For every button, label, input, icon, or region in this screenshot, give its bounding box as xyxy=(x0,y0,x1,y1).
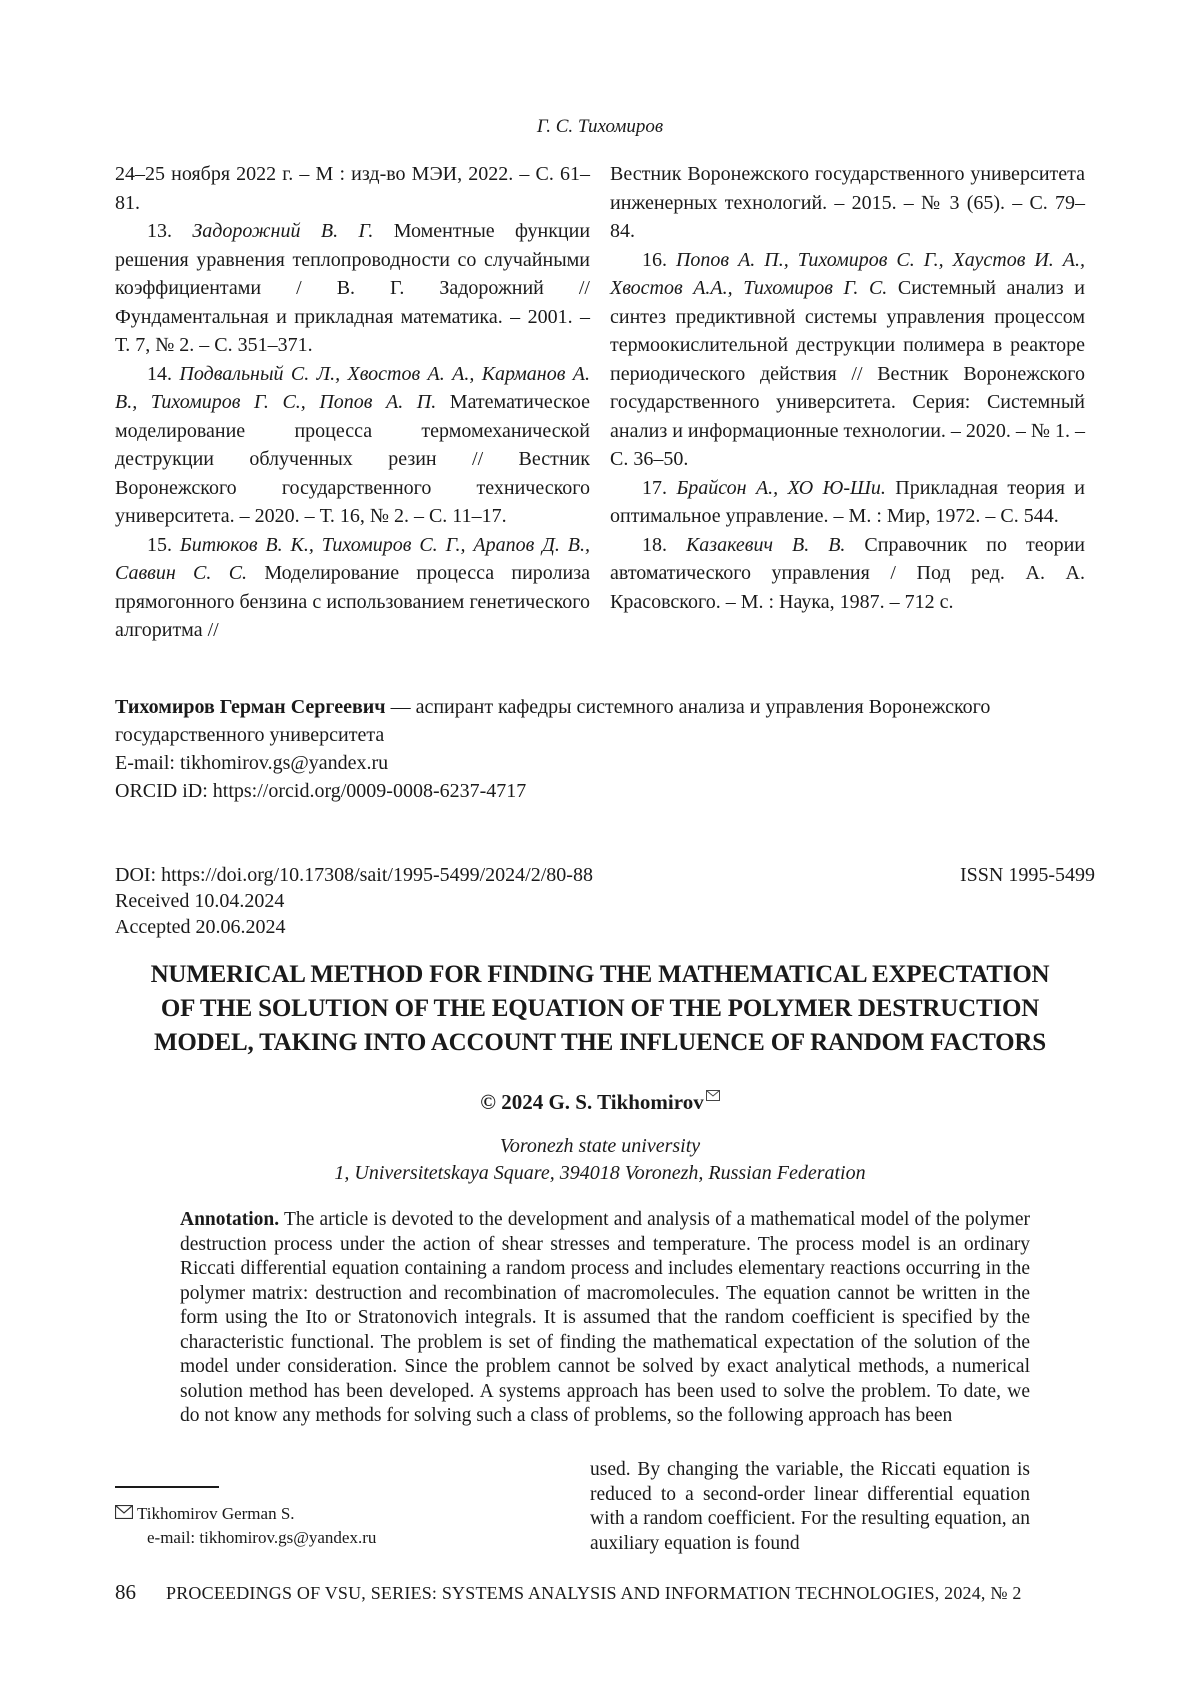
affiliation-org: Voronezh state university xyxy=(499,1135,701,1157)
journal-name: PROCEEDINGS OF VSU, SERIES: SYSTEMS ANALYSIS AND INFORMATION TECHNOLOGIES, 2024, № 2 xyxy=(166,1583,1022,1603)
author-description: Тихомиров Герман Сергеевич — аспирант кафедры системного анализа и управления Воронежского государственного университета xyxy=(115,696,991,746)
annotation: Annotation. The article is devoted to the development and analysis of a mathematical model of the polymer destruction process under the action of shear stresses and temperature. The process model is an ordinary Riccati differential equation containing a random process and includes elementary reactions occurring in the polymer matrix: destruction and recombination of macromolecules. The equation cannot be written in the form using the Ito or Stratonovich integrals. It is assumed that the random coefficient is specified by the characteristic functional. The problem is set of finding the mathematical expectation of the solution of the model under consideration. Since the problem cannot be solved by exact analytical methods, a numerical solution method has been developed. A systems approach has been used to solve the problem. To date, we do not know any methods for solving such a class of problems, so the following approach has been xyxy=(180,1209,1030,1426)
article-title xyxy=(60,958,1140,1060)
footnote xyxy=(115,1502,545,1550)
author-name: Тихомиров Герман Сергеевич xyxy=(115,696,386,718)
affiliation xyxy=(0,1133,1200,1187)
author-info xyxy=(115,693,1095,805)
reference-12-continued: 24–25 ноября 2022 г. – М : изд-во МЭИ, 2022. – С. 61–81. xyxy=(115,163,590,214)
footnote-email[interactable]: e-mail: tikhomirov.gs@yandex.ru xyxy=(147,1528,377,1547)
footnote-name-line: Tikhomirov German S. xyxy=(115,1502,545,1526)
annotation-label: Annotation. xyxy=(180,1209,280,1230)
affiliation-address: 1, Universitetskaya Square, 394018 Voronezh, Russian Federation xyxy=(334,1162,866,1184)
author-orcid[interactable]: ORCID iD: https://orcid.org/0009-0008-6237-4717 xyxy=(115,780,527,802)
reference-18: 18. Казакевич В. В. Справочник по теории автоматического управления / Под ред. А. А. Красовского. – М. : Наука, 1987. – 712 с. xyxy=(610,533,1086,613)
reference-15: 15. Битюков В. К., Тихомиров С. Г., Арапов Д. В., Саввин С. С. Моделирование процесса пиролиза прямогонного бензина с использованием генетического алгоритма // xyxy=(115,533,591,641)
references xyxy=(115,160,1085,645)
footnote-divider xyxy=(115,1486,219,1488)
author-email[interactable]: E-mail: tikhomirov.gs@yandex.ru xyxy=(115,752,389,774)
page-footer xyxy=(115,1580,1095,1605)
envelope-icon xyxy=(706,1082,720,1107)
issn: ISSN 1995-5499 xyxy=(959,864,1095,886)
references-left-column xyxy=(115,160,590,645)
running-head: Г. С. Тихомиров xyxy=(536,116,664,137)
title-line-3: MODEL, TAKING INTO ACCOUNT THE INFLUENCE OF RANDOM FACTORS xyxy=(154,1029,1046,1056)
accepted-date: Accepted 20.06.2024 xyxy=(115,916,286,938)
received-date: Received 10.04.2024 xyxy=(115,890,285,912)
reference-13: 13. Задорожний В. Г. Моментные функции решения уравнения теплопроводности со случайными коэффициентами / В. Г. Задорожний // Фундаментальная и прикладная математика. – 2001. – Т. 7, № 2. – С. 351–371. xyxy=(115,220,591,356)
page-number: 86 xyxy=(115,1580,136,1604)
doi-link[interactable]: DOI: https://doi.org/10.17308/sait/1995-5499/2024/2/80-88 xyxy=(115,864,593,886)
article-meta xyxy=(115,862,1095,940)
reference-14: 14. Подвальный С. Л., Хвостов А. А., Карманов А. В., Тихомиров Г. С., Попов А. П. Математическое моделирование процесса термомеханической деструкции облученных резин // Вестник Воронежского государственного технического университета. – 2020. – Т. 16, № 2. – С. 11–17. xyxy=(115,362,591,527)
title-line-1: NUMERICAL METHOD FOR FINDING THE MATHEMATICAL EXPECTATION xyxy=(150,961,1050,988)
reference-15-continued: Вестник Воронежского государственного университета инженерных технологий. – 2015. – № 3 (65). – С. 79–84. xyxy=(610,163,1085,242)
envelope-icon xyxy=(115,1504,133,1523)
copyright-line: © 2024 G. S. Tikhomirov xyxy=(0,1082,1200,1115)
reference-17: 17. Брайсон А., ХО Ю-Ши. Прикладная теория и оптимальное управление. – М. : Мир, 1972. – С. 544. xyxy=(610,476,1086,527)
references-right-column xyxy=(610,160,1085,645)
annotation-continued: used. By changing the variable, the Riccati equation is reduced to a second-order linear differential equation with a random coefficient. For the resulting equation, an auxiliary equation is found xyxy=(590,1459,1030,1554)
reference-16: 16. Попов А. П., Тихомиров С. Г., Хаустов И. А., Хвостов А.А., Тихомиров Г. С. Системный анализ и синтез предиктивной системы управления процессом термоокислительной деструкции полимера в реакторе периодического действия // Вестник Воронежского государственного университета. Серия: Системный анализ и информационные технологии. – 2020. – № 1. – С. 36–50. xyxy=(610,248,1086,470)
title-line-2: OF THE SOLUTION OF THE EQUATION OF THE POLYMER DESTRUCTION xyxy=(160,995,1040,1022)
